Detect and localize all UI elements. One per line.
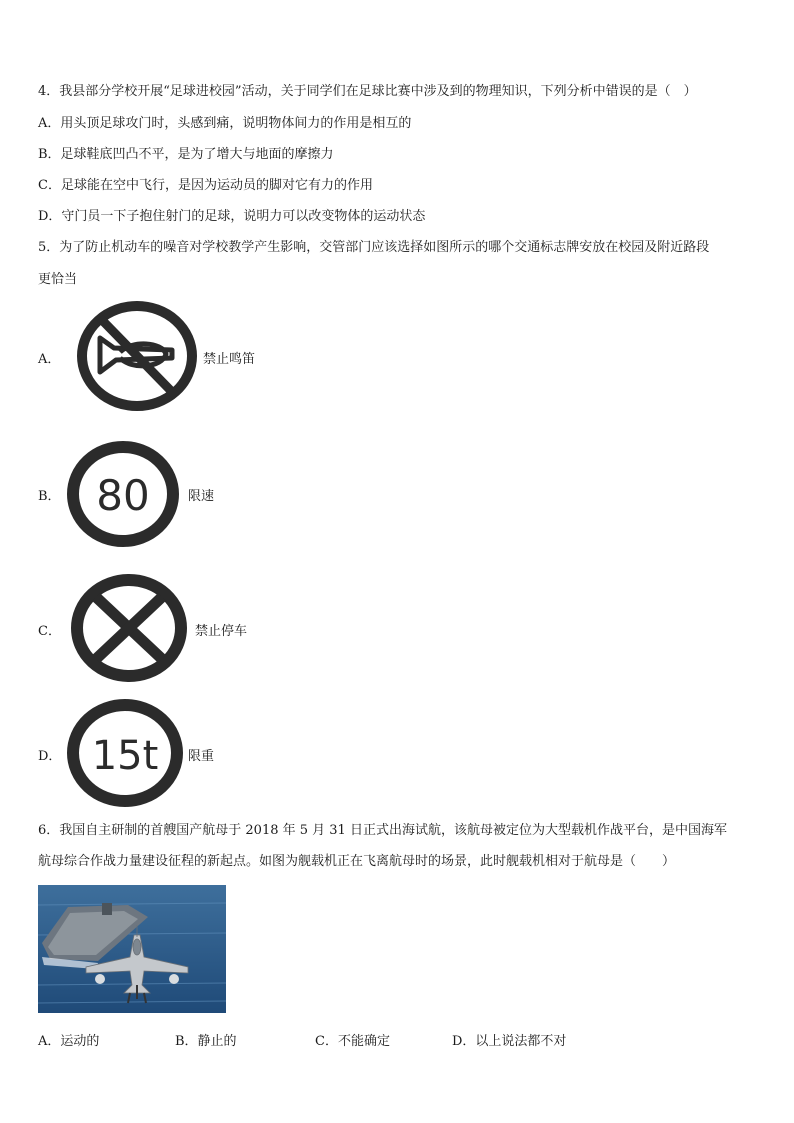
question-5-option-c-letter: C．: [38, 624, 61, 639]
speed-limit-sign-text: 80: [96, 471, 150, 520]
question-5-option-b-caption: 限速: [188, 489, 215, 504]
question-5-option-a-caption: 禁止鸣笛: [203, 352, 256, 367]
question-5-option-b-letter: B．: [38, 489, 61, 504]
question-4-option-b: B．足球鞋底凹凸不平，是为了增大与地面的摩擦力: [38, 147, 334, 162]
no-parking-sign-icon: [70, 573, 188, 687]
question-6-choice-b: B．静止的: [175, 1034, 237, 1049]
question-5-option-c-caption: 禁止停车: [195, 624, 248, 639]
question-5-stem-line-1: 5．为了防止机动车的噪音对学校教学产生影响，交管部门应该选择如图所示的哪个交通标志牌安放在校园及附近路段: [38, 240, 710, 255]
question-4-option-a: A．用头顶足球攻门时，头感到痛，说明物体间力的作用是相互的: [38, 116, 412, 131]
weight-limit-sign-icon: [66, 698, 184, 812]
question-6-stem-line-1: 6．我国自主研制的首艘国产航母于 2018 年 5 月 31 日正式出海试航，该航母被定位为大型载机作战平台，是中国海军: [38, 823, 727, 838]
question-5-option-d-letter: D．: [38, 749, 62, 764]
question-4-stem: 4．我县部分学校开展“足球进校园”活动，关于同学们在足球比赛中涉及到的物理知识，下列分析中错误的是（ ）: [38, 84, 697, 99]
speed-limit-sign-icon: [66, 440, 180, 552]
carrier-jet-photo: [38, 885, 226, 1013]
question-6-choice-a: A．运动的: [38, 1034, 100, 1049]
question-4-option-c: C．足球能在空中飞行，是因为运动员的脚对它有力的作用: [38, 178, 373, 193]
question-5-option-a-letter: A．: [38, 352, 61, 367]
weight-limit-sign-text: 15t: [91, 733, 159, 779]
question-4-option-d: D．守门员一下子抱住射门的足球，说明力可以改变物体的运动状态: [38, 209, 426, 224]
question-6-choice-d: D．以上说法都不对: [452, 1034, 567, 1049]
question-5-stem-line-2: 更恰当: [38, 272, 78, 287]
no-horn-sign-icon: [76, 300, 198, 416]
question-6-stem-line-2: 航母综合作战力量建设征程的新起点。如图为舰载机正在飞离航母时的场景，此时舰载机相对于航母是（ ）: [38, 854, 676, 869]
question-6-choice-c: C．不能确定: [315, 1034, 390, 1049]
question-5-option-d-caption: 限重: [188, 749, 215, 764]
